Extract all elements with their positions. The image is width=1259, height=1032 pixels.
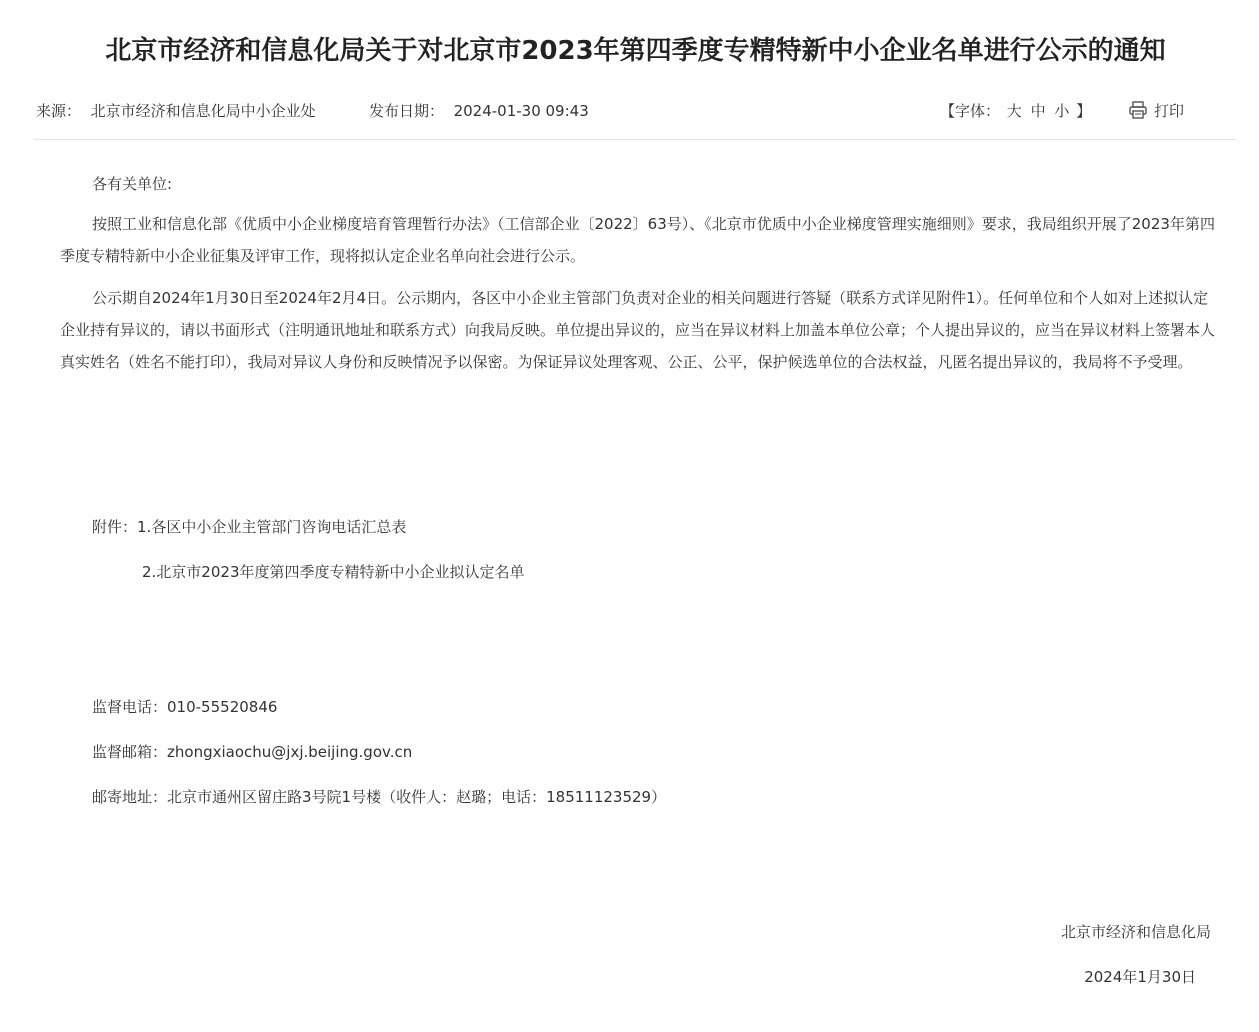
print-label: 打印 xyxy=(1154,102,1185,120)
mailing-address xyxy=(92,784,666,810)
printer-icon xyxy=(1128,100,1148,120)
attachment-2 xyxy=(142,559,525,585)
source-info xyxy=(36,100,316,121)
greeting: 各有关单位: xyxy=(92,175,173,193)
publish-date-info xyxy=(369,100,589,121)
source-label: 来源： xyxy=(36,102,82,120)
signature-date: 2024年1月30日 xyxy=(1084,968,1196,986)
page-title: 北京市经济和信息化局关于对北京市2023年第四季度专精特新中小企业名单进行公示的通知 xyxy=(105,36,1166,66)
header-divider xyxy=(34,139,1237,140)
phone-value: 010-55520846 xyxy=(167,698,278,716)
supervision-phone xyxy=(92,694,277,720)
email-label: 监督邮箱： xyxy=(92,743,168,761)
supervision-email xyxy=(92,739,412,765)
source-value: 北京市经济和信息化局中小企业处 xyxy=(90,102,316,120)
publish-date-label: 发布日期： xyxy=(369,102,445,120)
font-size-label: 【字体： xyxy=(940,102,1001,120)
phone-label: 监督电话： xyxy=(92,698,168,716)
paragraph-1: 按照工业和信息化部《优质中小企业梯度培育管理暂行办法》（工信部企业〔2022〕63号）、《北京市优质中小企业梯度管理实施细则》要求，我局组织开展了2023年第四季度专精特新中小企业征集及评审工作，现将拟认定企业名单向社会进行公示。 xyxy=(60,215,1215,265)
font-size-large-button[interactable]: 大 xyxy=(1006,102,1022,120)
article-meta xyxy=(36,100,1236,124)
signature-org: 北京市经济和信息化局 xyxy=(1060,923,1211,941)
publish-date-value: 2024-01-30 09:43 xyxy=(453,102,589,120)
paragraph-2: 公示期自2024年1月30日至2024年2月4日。公示期内，各区中小企业主管部门负责对企业的相关问题进行答疑（联系方式详见附件1）。任何单位和个人如对上述拟认定企业持有异议的，请以书面形式（注明通讯地址和联系方式）向我局反映。单位提出异议的，应当在异议材料上加盖本单位公章；个人提出异议的，应当在异议材料上签署本人真实姓名（姓名不能打印），我局对异议人身份和反映情况予以保密。为保证异议处理客观、公正、公平，保护候选单位的合法权益，凡匿名提出异议的，我局将不予受理。 xyxy=(60,289,1216,371)
attachment-label: 附件： xyxy=(92,518,138,536)
attachment-1 xyxy=(92,514,406,540)
print-button[interactable] xyxy=(1128,100,1184,121)
font-size-medium-button[interactable]: 中 xyxy=(1030,102,1046,120)
address-value: 北京市通州区留庄路3号院1号楼（收件人：赵璐；电话：18511123529） xyxy=(167,788,667,806)
attachment-link-2[interactable]: 2.北京市2023年度第四季度专精特新中小企业拟认定名单 xyxy=(142,563,525,581)
attachment-link-1[interactable]: 1.各区中小企业主管部门咨询电话汇总表 xyxy=(137,518,407,536)
address-label: 邮寄地址： xyxy=(92,788,168,806)
email-value: zhongxiaochu@jxj.beijing.gov.cn xyxy=(167,743,413,761)
font-size-bracket: 】 xyxy=(1076,102,1092,120)
font-size-control xyxy=(940,100,1091,121)
font-size-small-button[interactable]: 小 xyxy=(1054,102,1070,120)
